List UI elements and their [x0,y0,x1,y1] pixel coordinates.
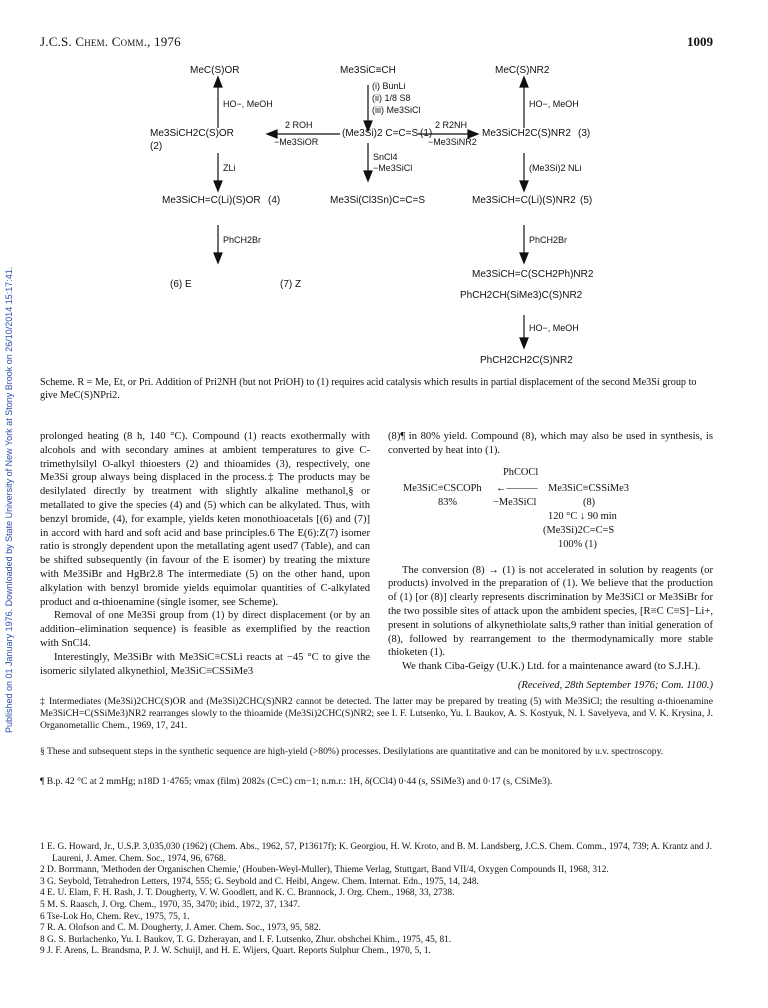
compound-3: Me3SiCH2C(S)NR2 [482,128,571,139]
compound-thioacetamide: MeC(S)NR2 [495,65,550,76]
arrowhead [520,77,528,87]
reagent-benzyl-bromide-left: PhCH2Br [223,235,262,245]
reagent-me3sicl: (iii) Me3SiCl [372,105,421,115]
arrowhead [364,171,372,181]
compound-alkyne: Me3SiC≡CH [340,65,396,76]
product-c-alkylated: PhCH2CH(SiMe3)C(S)NR2 [460,290,583,301]
compound-6: (6) E [170,279,192,290]
reference-item: 1 E. G. Howard, Jr., U.S.P. 3,035,030 (1962) (Chem. Abs., 1962, 57, P13617f); K. Georgiou, H. W. Kroto, and B. M. Landsberg, J.C.S. Chem. Comm., 1974, 739; A. Krantz and J. Laureni, J. Amer. Chem. Soc., 1974, 96, 6768. [40,842,713,864]
reference-item: 4 E. U. Elam, F. H. Rash, J. T. Dougherty, V. W. Goodlett, and K. C. Brannock, J. Org. Chem., 1968, 33, 2738. [40,888,455,899]
eq-conditions: 120 °C ↓ 90 min [548,510,617,522]
journal-title: J.C.S. Chem. Comm., 1976 [40,34,181,49]
body-paragraph: prolonged heating (8 h, 140 °C). Compound (1) reacts exothermally with alcohols and with secondary amines at ambient temperatures to give C-trimethylsilyl O-alkyl thioesters (2) and thioamides (3), respectively, one Me3Si group always being displaced in the process.‡ The products may be desilylated directly by treatment with slightly alkaline methanol,§ or metallated to give the species (4) and (5) which can be alkylated. Thus, with benzyl bromide, (4), for example, yields keten monothioacetals [(6) and (7)] in accord with hard and soft acid and base principles.6 The E(6):Z(7) isomer ratio is strongly dependent upon the metallating agent used7 (Table), and can be shifted subsequently (in favour of the E isomer) by treating the mixture with Me3SiBr and HgBr2.8 The intermediate (5) on the other hand, upon alkylation with benzyl bromide yields equimolar quantities of C-alkylated product and α-thioenamine (single isomer, see Scheme). [40,431,370,608]
label-4: (4) [268,195,281,206]
compound-4: Me3SiCH=C(Li)(S)OR [162,195,261,206]
body-paragraph: (8)¶ in 80% yield. Compound (8), which may also be used in synthesis, is converted by heat into (1). [388,431,713,456]
right-column [388,430,713,674]
page-number: 1009 [687,34,713,49]
arrowhead [520,338,528,348]
product-final-thioamide: PhCH2CH2C(S)NR2 [480,355,573,366]
body-paragraph: The conversion (8) → (1) is not accelerated in solution by reagents (or products) involved in the preparation of (1). We believe that the production of (1) [or (8)] clearly represents discrimination by Me3SiCl or Me3SiBr for the two possible sites of attack upon the ambident species, [R≡C C≡S]−Li+, present in solutions of alkynethiolate salts,9 rather than initial generation of (8), followed by rearrangement to the thermodynamically more stable thioketen (1). [388,564,713,659]
reagent-amine: 2 R2NH [435,120,468,130]
reagent-hydroxide-left: HO−, MeOH [223,99,273,109]
compound-tin-thioketen: Me3Si(Cl3Sn)C=C=S [330,195,426,206]
reagent-zli: ZLi [223,163,236,173]
reagent-sulfur: (ii) 1/8 S8 [372,93,411,103]
product-thioenamine: Me3SiCH=C(SCH2Ph)NR2 [472,269,594,280]
arrowhead [214,77,222,87]
body-paragraph: Interestingly, Me3SiBr with Me3SiC≡CSLi reacts at −45 °C to give the isomeric silylated alkynethiol, Me3SiC≡CSSiMe3 [40,651,370,677]
reference-item: 6 Tse-Lok Ho, Chem. Rev., 1975, 75, 1. [40,911,190,922]
eq-product: (Me3Si)2C=C=S [543,524,615,536]
scheme-caption: Scheme. R = Me, Et, or Pri. Addition of Pri2NH (but not PriOH) to (1) requires acid catalysis which results in partial displacement of the second Me3Si group to give MeC(S)NPri2. [40,377,697,401]
running-header [40,34,713,50]
byproduct-silylamine: −Me3SiNR2 [428,137,477,147]
body-paragraph: We thank Ciba-Geigy (U.K.) Ltd. for a maintenance award (to S.J.H.). [402,661,701,673]
arrowhead [214,181,222,191]
left-column [40,430,370,678]
reference-item: 3 G. Seybold, Tetrahedron Letters, 1974, 555; G. Seybold and C. Heibl, Angew. Chem. Internat. Edn., 1975, 14, 248. [40,876,479,887]
byproduct-silyl-ether: −Me3SiOR [274,137,319,147]
reagent-roh: 2 ROH [285,120,313,130]
eq-reagent: PhCOCl [503,466,539,478]
reference-item: 7 R. A. Olofson and C. M. Dougherty, J. Amer. Chem. Soc., 1973, 95, 582. [40,923,321,934]
compound-1: (Me3Si)2 C=C=S [342,128,419,139]
compound-5: Me3SiCH=C(Li)(S)NR2 [472,195,576,206]
eq-arrow: ←——— [496,482,538,494]
references [40,842,713,958]
label-2: (2) [150,141,163,152]
eq-yield-right: 100% (1) [558,538,597,550]
byproduct-me3sicl: −Me3SiCl [373,163,413,173]
eq-yield-left: 83% [438,496,458,508]
eq-compound-8: Me3SiC≡CSSiMe3 [548,482,629,494]
footnote-bp: ¶ B.p. 42 °C at 2 mmHg; n18D 1·4765; νmax (film) 2082s (C≡C) cm−1; n.m.r.: 1H, δ(CCl4) 0·44 (s, SSiMe3) and 0·17 (s, CSiMe3). [40,776,553,787]
eq-label-8: (8) [583,496,596,508]
label-3: (3) [578,128,591,139]
reagent-benzyl-bromide-right: PhCH2Br [529,235,568,245]
footnote-yields: § These and subsequent steps in the synthetic sequence are high-yield (>80%) processes. Desilylations are quantitative and can be monitored by u.v. spectroscopy. [40,746,664,757]
reference-item: 9 J. F. Arens, L. Brandsma, P. J. W. Schuijl, and H. E. Wijers, Quart. Reports Sulphur Chem., 1970, 5, 1. [40,946,431,957]
arrowhead [520,181,528,191]
label-1: (1) [420,128,433,139]
body-paragraph: Removal of one Me3Si group from (1) by direct displacement (or by an addition–elimination sequence) is feasible as exemplified by the reaction with SnCl4. [40,610,370,649]
reagent-sncl4: SnCl4 [373,152,398,162]
footnote-intermediates: ‡ Intermediates (Me3Si)2CHC(S)OR and (Me3Si)2CHC(S)NR2 cannot be detected. The latter may be prepared by treating (5) with Me3SiCl; the resulting α-thioenamine Me3SiCH=C(SSiMe3)NR2 rearranges slowly to the thioamide (Me3Si)2CHC(S)NR2; see I. F. Lutsenko, Yu. I. Baukov, A. S. Kostyuk, N. I. Savelyeva, and V. K. Krysina, J. Organometallic Chem., 1969, 17, 241. [40,696,713,731]
reagent-hydroxide-right: HO−, MeOH [529,99,579,109]
reagent-buli: (i) BunLi [372,81,406,91]
equation-8-to-1 [388,464,713,556]
eq-starting-material: Me3SiC≡CSCOPh [403,482,482,494]
label-5: (5) [580,195,593,206]
reagent-lithium-amide: (Me3Si)2 NLi [529,163,582,173]
download-watermark: Published on 01 January 1976. Downloaded by State University of New York at Stony Brook on 26/10/2014 15:17:41. [4,266,14,734]
compound-7: (7) Z [280,279,302,290]
reference-item: 5 M. S. Raasch, J. Org. Chem., 1970, 35, 3470; ibid., 1972, 37, 1347. [40,899,300,910]
arrowhead [520,253,528,263]
compound-thioester: MeC(S)OR [190,65,240,76]
eq-byproduct: −Me3SiCl [493,496,537,508]
reagent-hydroxide-final: HO−, MeOH [529,323,579,333]
reference-item: 8 G. S. Burlachenko, Yu. I. Baukov, T. G. Dzherayan, and I. F. Lutsenko, Zhur. obshchei Khim., 1975, 45, 81. [40,934,452,945]
reference-item: 2 D. Borrmann, 'Methoden der Organischen Chemie,' (Houben-Weyl-Muller), Thieme Verlag, Stuttgart, Band VII/4, Oxygen Compounds II, 1968, 312. [40,865,609,876]
received-date: (Received, 28th September 1976; Com. 1100.) [517,680,713,691]
reaction-scheme [150,55,710,375]
compound-2: Me3SiCH2C(S)OR [150,128,234,139]
arrowhead [214,253,222,263]
